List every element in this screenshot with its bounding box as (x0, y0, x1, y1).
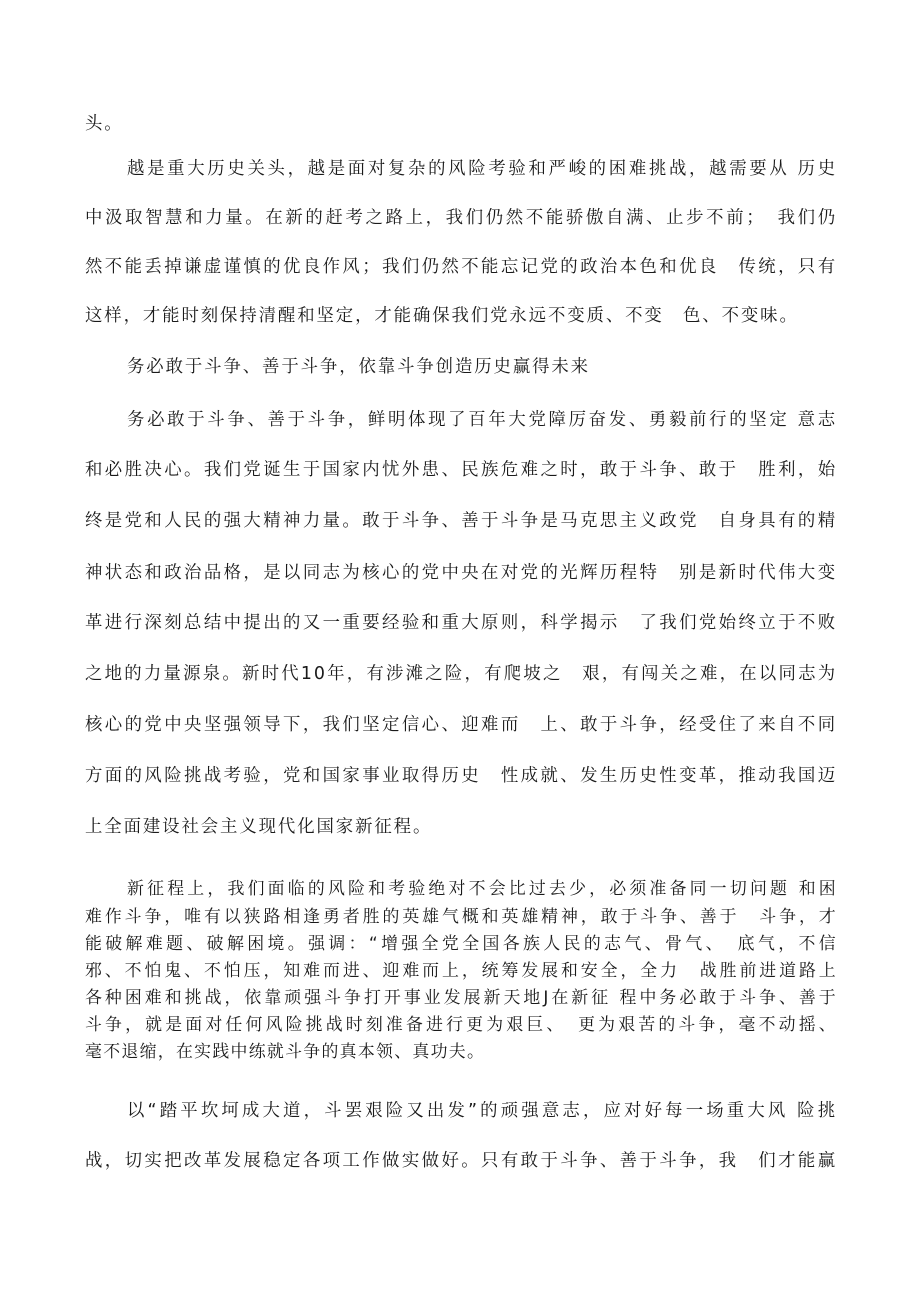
text-line: 战，切实把改革发展稳定各项工作做实做好。只有敢于斗争、善于斗争，我 们才能赢 (85, 1151, 837, 1171)
text-line: 毫不退缩，在实践中练就斗争的真本领、真功夫。 (85, 1041, 486, 1061)
text-line: 方面的风险挑战考验，党和国家事业取得历史 性成就、发生历史性变革，推动我国迈 (85, 766, 837, 786)
text-line: 之地的力量源泉。新时代10年，有涉滩之险，有爬坡之 艰，有闯关之难，在以同志为 (85, 664, 837, 684)
text-line: 核心的党中央坚强领导下，我们坚定信心、迎难而 上、敢于斗争，经受住了来自不同 (85, 715, 837, 735)
text-line: 和必胜决心。我们党诞生于国家内忧外患、民族危难之时，敢于斗争、敢于 胜利，始 (85, 460, 837, 480)
text-line: 邪、不怕鬼、不怕压，知难而进、迎难而上，统筹发展和安全，全力 战胜前进道路上 (85, 960, 837, 980)
text-line: 务必敢于斗争、善于斗争，鲜明体现了百年大党障厉奋发、勇毅前行的坚定 意志 (127, 410, 837, 430)
text-line: 越是重大历史关头，越是面对复杂的风险考验和严峻的困难挑战，越需要从 历史 (127, 159, 837, 179)
text-line: 以“踏平坎坷成大道，斗罢艰险又出发”的顽强意志，应对好每一场重大风 险挑 (127, 1101, 837, 1121)
text-line: 各种困难和挑战，依靠顽强斗争打开事业发展新天地J在新征 程中务必敢于斗争、善于 (85, 987, 837, 1007)
section-heading: 务必敢于斗争、善于斗争，依靠斗争创造历史赢得未来 (127, 357, 590, 377)
text-line: 斗争，就是面对任何风险挑战时刻准备进行更为艰巨、 更为艰苦的斗争，毫不动摇、 (85, 1014, 837, 1034)
text-line: 神状态和政治品格，是以同志为核心的党中央在对党的光辉历程特 别是新时代伟大变 (85, 563, 837, 583)
text-line: 头。 (85, 114, 124, 134)
text-line: 这样，才能时刻保持清醒和坚定，才能确保我们党永远不变质、不变 色、不变味。 (85, 306, 799, 326)
text-line: 新征程上，我们面临的风险和考验绝对不会比过去少，必须准备同一切问题 和困 (127, 878, 837, 898)
text-line: 革进行深刻总结中提出的又一重要经验和重大原则，科学揭示 了我们党始终立于不败 (85, 613, 837, 633)
text-line: 终是党和人民的强大精神力量。敢于斗争、善于斗争是马克思主义政党 自身具有的精 (85, 511, 837, 531)
text-line: 上全面建设社会主义现代化国家新征程。 (85, 817, 433, 837)
text-line: 中汲取智慧和力量。在新的赶考之路上，我们仍然不能骄傲自满、止步不前； 我们仍 (85, 208, 837, 228)
text-line: 能破解难题、破解困境。强调：“增强全党全国各族人民的志气、骨气、 底气，不信 (85, 933, 837, 953)
text-line: 难作斗争，唯有以狭路相逢勇者胜的英雄气概和英雄精神，敢于斗争、善于 斗争，才 (85, 906, 837, 926)
text-line: 然不能丢掉谦虚谨慎的优良作风；我们仍然不能忘记党的政治本色和优良 传统，只有 (85, 257, 837, 277)
